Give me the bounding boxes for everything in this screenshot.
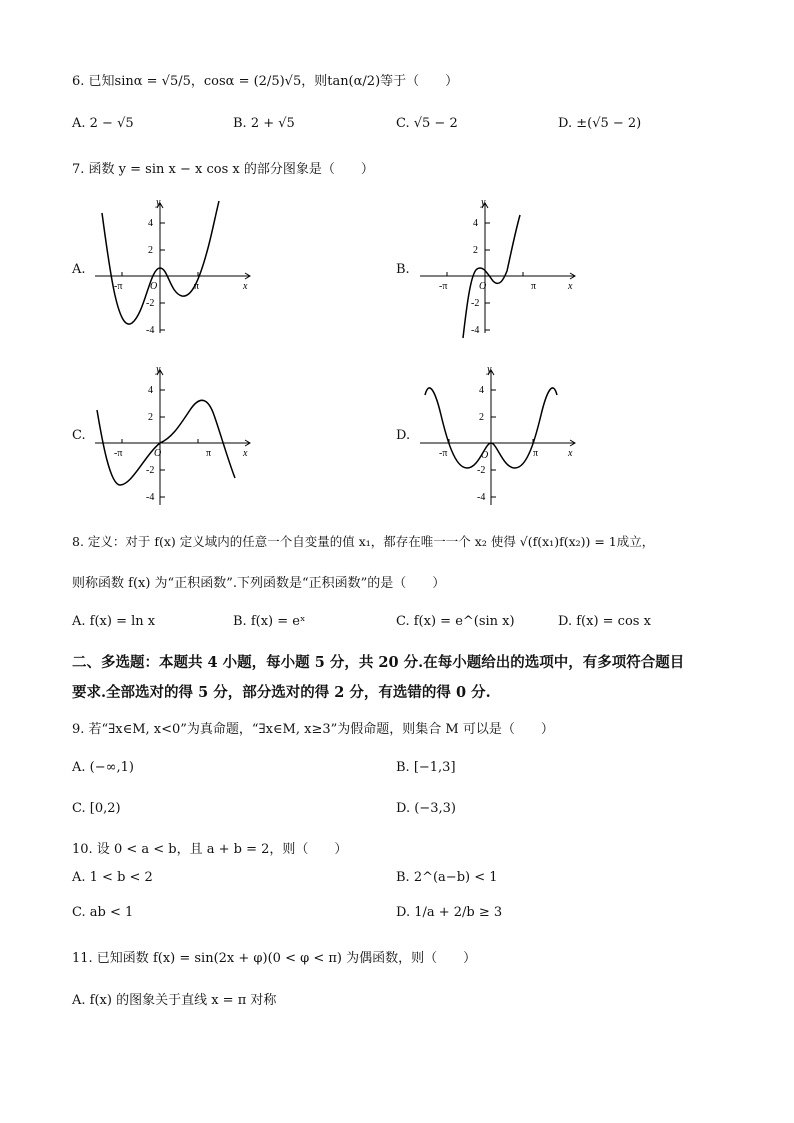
svg-text:4: 4: [148, 385, 153, 396]
svg-text:x: x: [568, 448, 573, 459]
q8-option-c: C. f(x) = e^(sin x): [396, 614, 515, 629]
graph-a: [90, 193, 260, 343]
svg-text:y: y: [487, 364, 492, 375]
q8-option-a: A. f(x) = ln x: [72, 614, 156, 629]
q9-option-d: D. (−3,3): [396, 801, 456, 816]
svg-text:-2: -2: [146, 465, 155, 476]
svg-text:x: x: [568, 281, 573, 292]
svg-text:O: O: [154, 448, 162, 459]
svg-text:4: 4: [473, 218, 478, 229]
q10-option-c: C. ab < 1: [72, 905, 134, 920]
svg-text:π: π: [531, 281, 537, 292]
tick-pi: π: [194, 281, 200, 292]
origin-label: O: [150, 281, 158, 292]
svg-text:2: 2: [479, 412, 484, 423]
q10-option-b: B. 2^(a−b) < 1: [396, 870, 498, 885]
svg-text:y: y: [156, 364, 161, 375]
q10-option-a: A. 1 < b < 2: [72, 870, 153, 885]
tick-2: 2: [148, 245, 153, 256]
svg-text:2: 2: [148, 412, 153, 423]
x-label: x: [243, 281, 248, 292]
graph-d-label: D.: [396, 428, 411, 443]
svg-text:2: 2: [473, 245, 478, 256]
q6-stem: 6. 已知sinα = √5/5，cosα = (2/5)√5，则tan(α/2)等于（ ）: [72, 74, 459, 89]
q6-option-b: B. 2 + √5: [233, 116, 295, 131]
svg-text:-π: -π: [439, 281, 448, 292]
svg-text:-4: -4: [146, 492, 155, 503]
q9-option-b: B. [−1,3]: [396, 760, 456, 775]
svg-text:-4: -4: [471, 325, 480, 336]
q6-option-a: A. 2 − √5: [72, 116, 134, 131]
q8-option-b: B. f(x) = eˣ: [233, 614, 306, 629]
q11-option-a: A. f(x) 的图象关于直线 x = π 对称: [72, 993, 277, 1008]
svg-text:-π: -π: [439, 448, 448, 459]
section-heading-line2: 要求.全部选对的得 5 分，部分选对的得 2 分，有选错的得 0 分.: [72, 684, 491, 701]
q9-option-a: A. (−∞,1): [72, 760, 134, 775]
tick-neg2: -2: [146, 298, 155, 309]
q6-option-c: C. √5 − 2: [396, 116, 458, 131]
tick-4: 4: [148, 218, 153, 229]
graph-d: [415, 360, 585, 510]
graph-b: [415, 193, 585, 343]
svg-text:-4: -4: [477, 492, 486, 503]
q6-option-d: D. ±(√5 − 2): [558, 116, 642, 131]
y-label: y: [156, 197, 161, 208]
graph-a-label: A.: [72, 262, 86, 277]
q9-stem: 9. 若“∃x∈M, x<0”为真命题，“∃x∈M, x≥3”为假命题，则集合 M 可以是（ ）: [72, 722, 554, 737]
svg-text:4: 4: [479, 385, 484, 396]
q10-option-d: D. 1/a + 2/b ≥ 3: [396, 905, 503, 920]
graph-c-label: C.: [72, 428, 86, 443]
q8-stem-line2: 则称函数 f(x) 为“正积函数”.下列函数是“正积函数”的是（ ）: [72, 576, 446, 591]
section-heading-line1: 二、多选题：本题共 4 小题，每小题 5 分，共 20 分.在每小题给出的选项中，有多项符合题目: [72, 654, 685, 671]
tick-neg-pi: -π: [114, 281, 123, 292]
svg-text:O: O: [479, 281, 487, 292]
graph-b-label: B.: [396, 262, 410, 277]
svg-text:π: π: [206, 448, 212, 459]
q10-stem: 10. 设 0 < a < b，且 a + b = 2，则（ ）: [72, 842, 348, 857]
svg-text:π: π: [533, 448, 539, 459]
svg-text:x: x: [243, 448, 248, 459]
graph-c: [90, 360, 260, 510]
q9-option-c: C. [0,2): [72, 801, 121, 816]
q11-stem: 11. 已知函数 f(x) = sin(2x + φ)(0 < φ < π) 为偶函数，则（ ）: [72, 951, 477, 966]
q8-stem-line1: 8. 定义：对于 f(x) 定义域内的任意一个自变量的值 x₁，都存在唯一一个 x₂ 使得 √(f(x₁)f(x₂)) = 1成立，: [72, 534, 655, 549]
svg-text:-2: -2: [477, 465, 486, 476]
q8-option-d: D. f(x) = cos x: [558, 614, 651, 629]
svg-text:O: O: [481, 450, 489, 461]
tick-neg4: -4: [146, 325, 155, 336]
svg-text:-2: -2: [471, 298, 480, 309]
q7-stem: 7. 函数 y = sin x − x cos x 的部分图象是（ ）: [72, 162, 374, 177]
svg-text:y: y: [481, 197, 486, 208]
svg-text:-π: -π: [114, 448, 123, 459]
